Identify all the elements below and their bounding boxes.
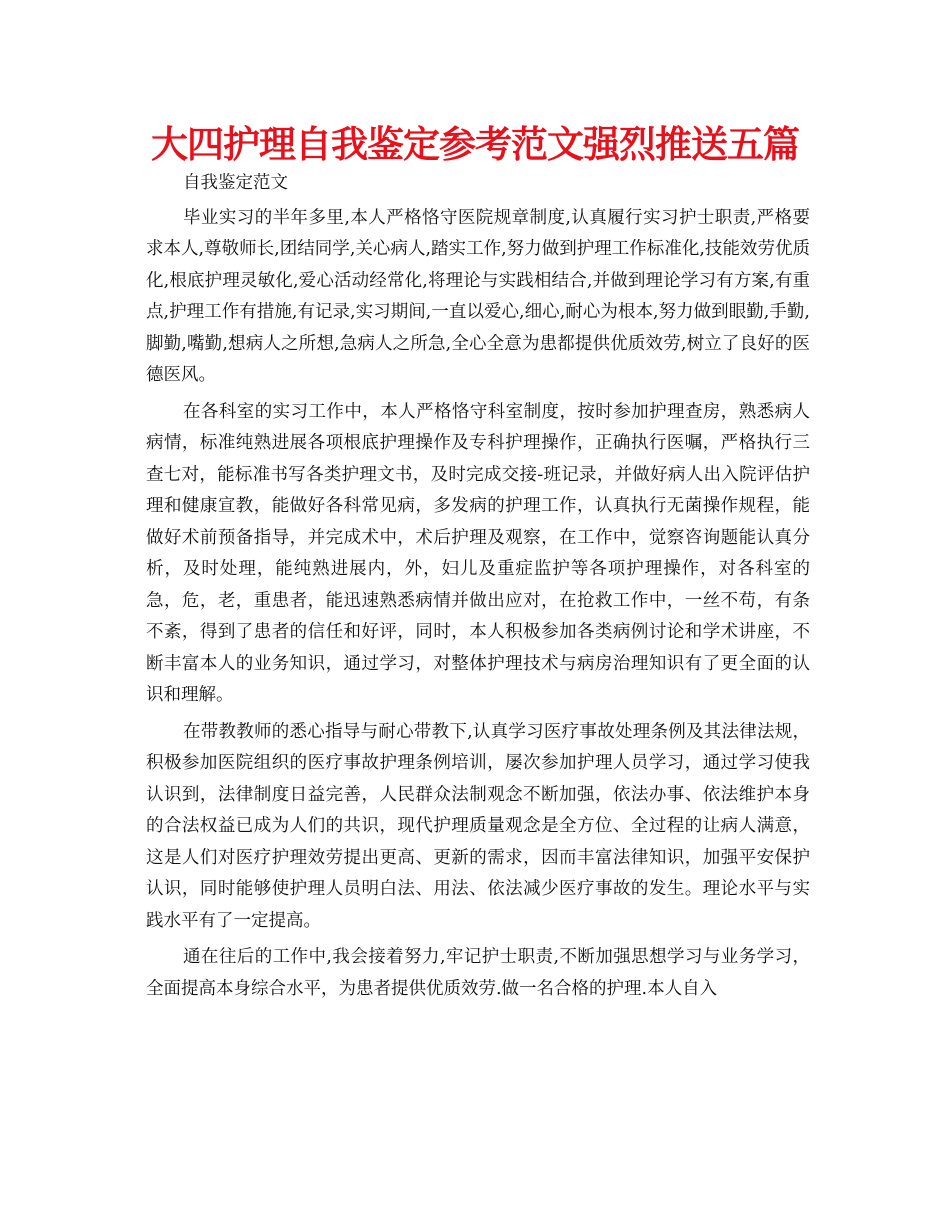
paragraph-1: 毕业实习的半年多里,本人严格恪守医院规章制度,认真履行实习护士职责,严格要求本人,尊敬师长,团结同学,关心病人,踏实工作,努力做到护理工作标准化,技能效劳优质化,根底护理灵敏化,爱心活动经常化,将理论与实践相结合,并做到理论学习有方案,有重点,护理工作有措施,有记录,实习期间,一直以爱心,细心,耐心为根本,努力做到眼勤,手勤,脚勤,嘴勤,想病人之所想,急病人之所急,全心全意为患都提供优质效劳,树立了良好的医德医风。 [146,207,810,385]
document-body [146,168,810,1005]
paragraph-3: 在带教教师的悉心指导与耐心带教下,认真学习医疗事故处理条例及其法律法规，积极参加医院组织的医疗事故护理条例培训，屡次参加护理人员学习，通过学习使我认识到，法律制度日益完善，人民群众法制观念不断加强，依法办事、依法维护本身的合法权益已成为人们的共识，现代护理质量观念是全方位、全过程的让病人满意，这是人们对医疗护理效劳提出更高、更新的需求，因而丰富法律知识，加强平安保护认识，同时能够使护理人员明白法、用法、依法减少医疗事故的发生。理论水平与实践水平有了一定提高。 [146,721,810,931]
document-title: 大四护理自我鉴定参考范文强烈推送五篇 [151,123,799,166]
section-heading: 自我鉴定范文 [183,173,288,193]
paragraph-4: 通在往后的工作中,我会接着努力,牢记护士职责,不断加强思想学习与业务学习，全面提高本身综合水平，为患者提供优质效劳.做一名合格的护理.本人自入 [146,947,810,999]
paragraph-2: 在各科室的实习工作中，本人严格恪守科室制度，按时参加护理查房，熟悉病人病情，标准纯熟进展各项根底护理操作及专科护理操作，正确执行医嘱，严格执行三查七对，能标准书写各类护理文书，及时完成交接-班记录，并做好病人出入院评估护理和健康宣教，能做好各科常见病，多发病的护理工作，认真执行无菌操作规程，能做好术前预备指导，并完成术中，术后护理及观察，在工作中，觉察咨询题能认真分析，及时处理，能纯熟进展内，外，妇儿及重症监护等各项护理操作，对各科室的急，危，老，重患者，能迅速熟悉病情并做出应对，在抢救工作中，一丝不苟，有条不紊，得到了患者的信任和好评，同时，本人积极参加各类病例讨论和学术讲座，不断丰富本人的业务知识，通过学习，对整体护理技术与病房治理知识有了更全面的认识和理解。 [146,401,810,705]
